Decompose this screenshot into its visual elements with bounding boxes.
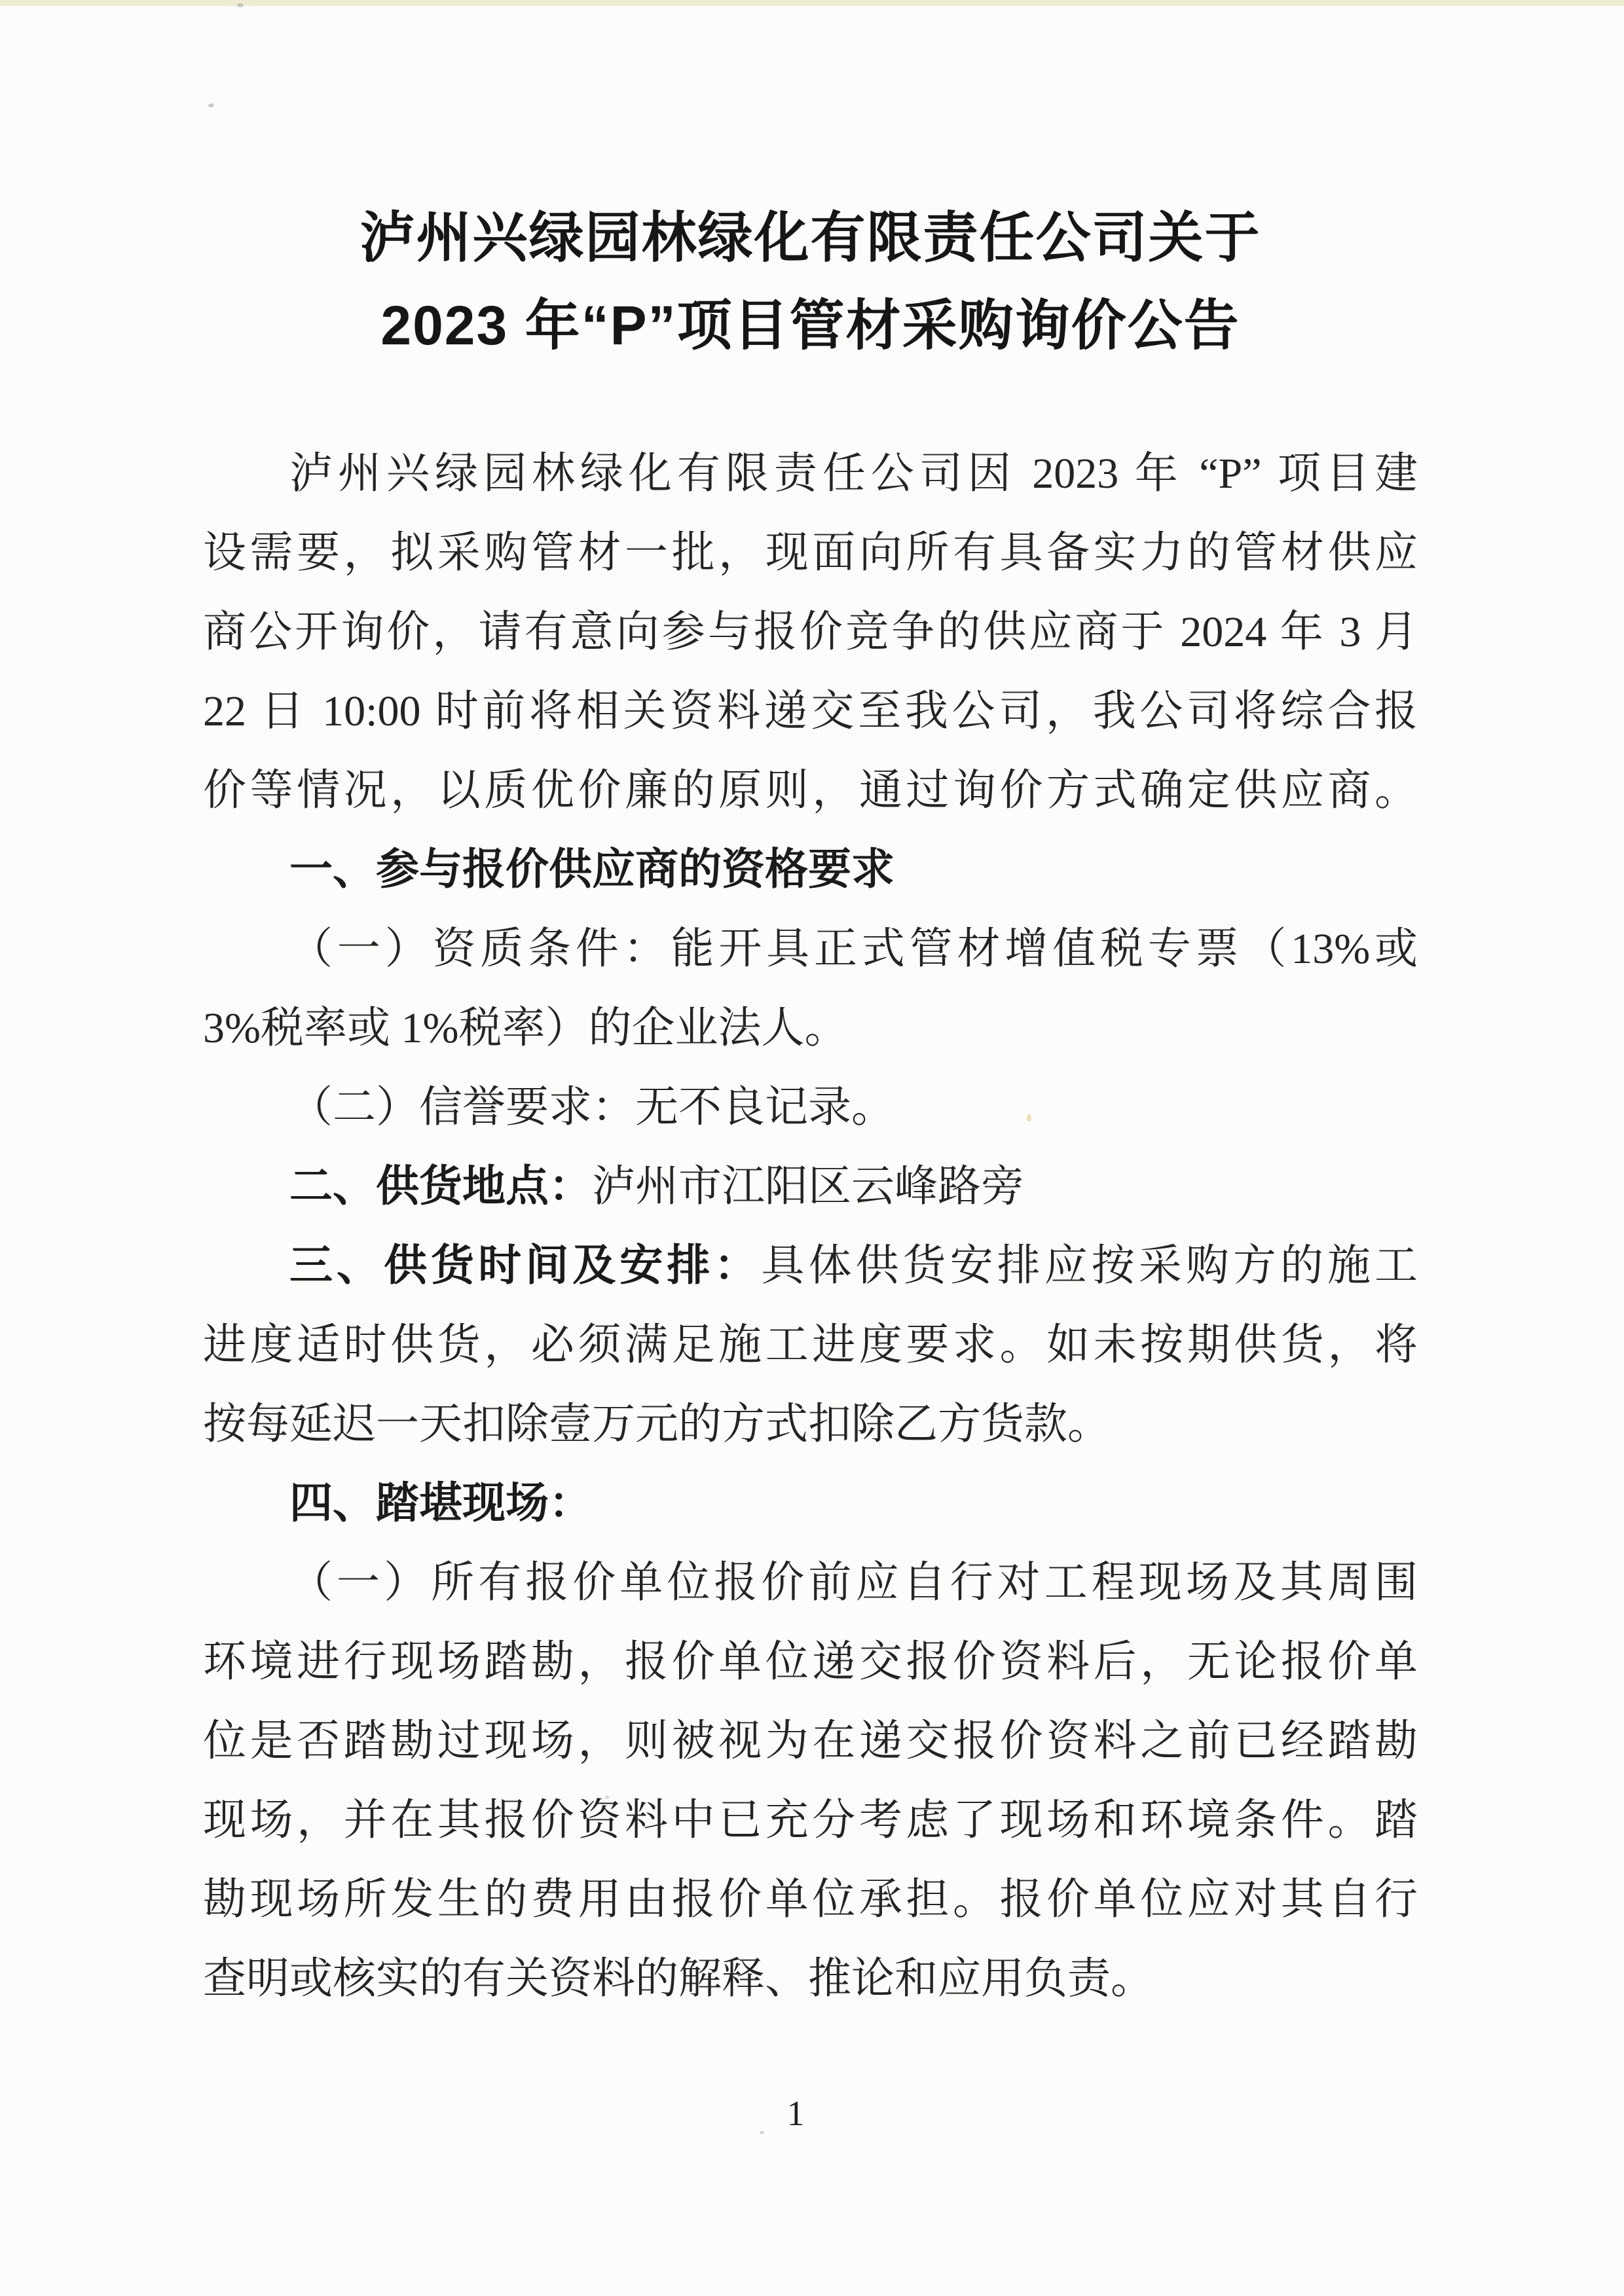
scan-speck [208, 103, 214, 107]
heading-text: 一、参与报价供应商的资格要求 [289, 845, 895, 893]
body-text: 设需要，拟采购管材一批，现面向所有具备实力的管材供应 [203, 529, 1418, 577]
heading-text: 四、踏堪现场： [289, 1478, 592, 1527]
body-text: 泸州市江阳区云峰路旁 [592, 1163, 1024, 1211]
body-text: 3%税率或 1%税率）的企业法人。 [203, 1004, 848, 1052]
doc-heading-line [203, 1226, 1418, 1305]
page-number: 1 [786, 2094, 805, 2133]
doc-line [203, 671, 1418, 750]
title-line-1: 泸州兴绿园林绿化有限责任公司关于 [360, 207, 1261, 268]
body-text: （一）所有报价单位报价前应自行对工程现场及其周围 [289, 1559, 1418, 1607]
scan-speck [237, 3, 244, 7]
document-body [203, 433, 1418, 2018]
doc-heading-line [203, 1463, 1418, 1542]
title-line-2: 2023 年“P”项目管材采购询价公告 [380, 295, 1240, 356]
doc-line [203, 1701, 1418, 1780]
body-text: 环境进行现场踏勘，报价单位递交报价资料后，无论报价单 [203, 1638, 1418, 1686]
body-text: 位是否踏勘过现场，则被视为在递交报价资料之前已经踏勘 [203, 1717, 1418, 1765]
body-text: 按每延迟一天扣除壹万元的方式扣除乙方货款。 [203, 1400, 1111, 1448]
doc-line [203, 433, 1418, 513]
doc-line [203, 750, 1418, 829]
doc-heading-line [203, 829, 1418, 909]
body-text: 现场，并在其报价资料中已充分考虑了现场和环境条件。踏 [203, 1796, 1418, 1844]
doc-line [203, 1622, 1418, 1701]
doc-line [203, 909, 1418, 988]
doc-line [203, 1542, 1418, 1622]
heading-text: 二、供货地点： [289, 1161, 592, 1210]
doc-line [203, 1384, 1418, 1463]
doc-line [203, 513, 1418, 592]
body-text: 22 日 10:00 时前将相关资料递交至我公司，我公司将综合报 [203, 687, 1418, 735]
body-text: 进度适时供货，必须满足施工进度要求。如未按期供货，将 [203, 1321, 1418, 1369]
body-text: 价等情况，以质优价廉的原则，通过询价方式确定供应商。 [203, 767, 1418, 814]
heading-text: 三、供货时间及安排： [289, 1241, 762, 1289]
doc-line [203, 1305, 1418, 1384]
document-title [203, 194, 1418, 369]
body-text: 具体供货安排应按采购方的施工 [761, 1242, 1418, 1290]
body-text: 勘现场所发生的费用由报价单位承担。报价单位应对其自行 [203, 1876, 1418, 1923]
body-text: 商公开询价，请有意向参与报价竞争的供应商于 2024 年 3 月 [203, 608, 1418, 656]
scan-edge-strip [0, 0, 1624, 6]
doc-line [203, 592, 1418, 671]
body-text: （一）资质条件：能开具正式管材增值税专票（13%或 [289, 925, 1418, 973]
doc-line [203, 1780, 1418, 1859]
doc-line [203, 1859, 1418, 1939]
doc-line [203, 1067, 1418, 1146]
body-text: 泸州兴绿园林绿化有限责任公司因 2023 年 “P” 项目建 [289, 450, 1418, 498]
doc-heading-line [203, 1146, 1418, 1226]
body-text: （二）信誉要求：无不良记录。 [289, 1084, 895, 1131]
doc-line [203, 1939, 1418, 2018]
body-text: 查明或核实的有关资料的解释、推论和应用负责。 [203, 1955, 1154, 2003]
doc-line [203, 988, 1418, 1067]
